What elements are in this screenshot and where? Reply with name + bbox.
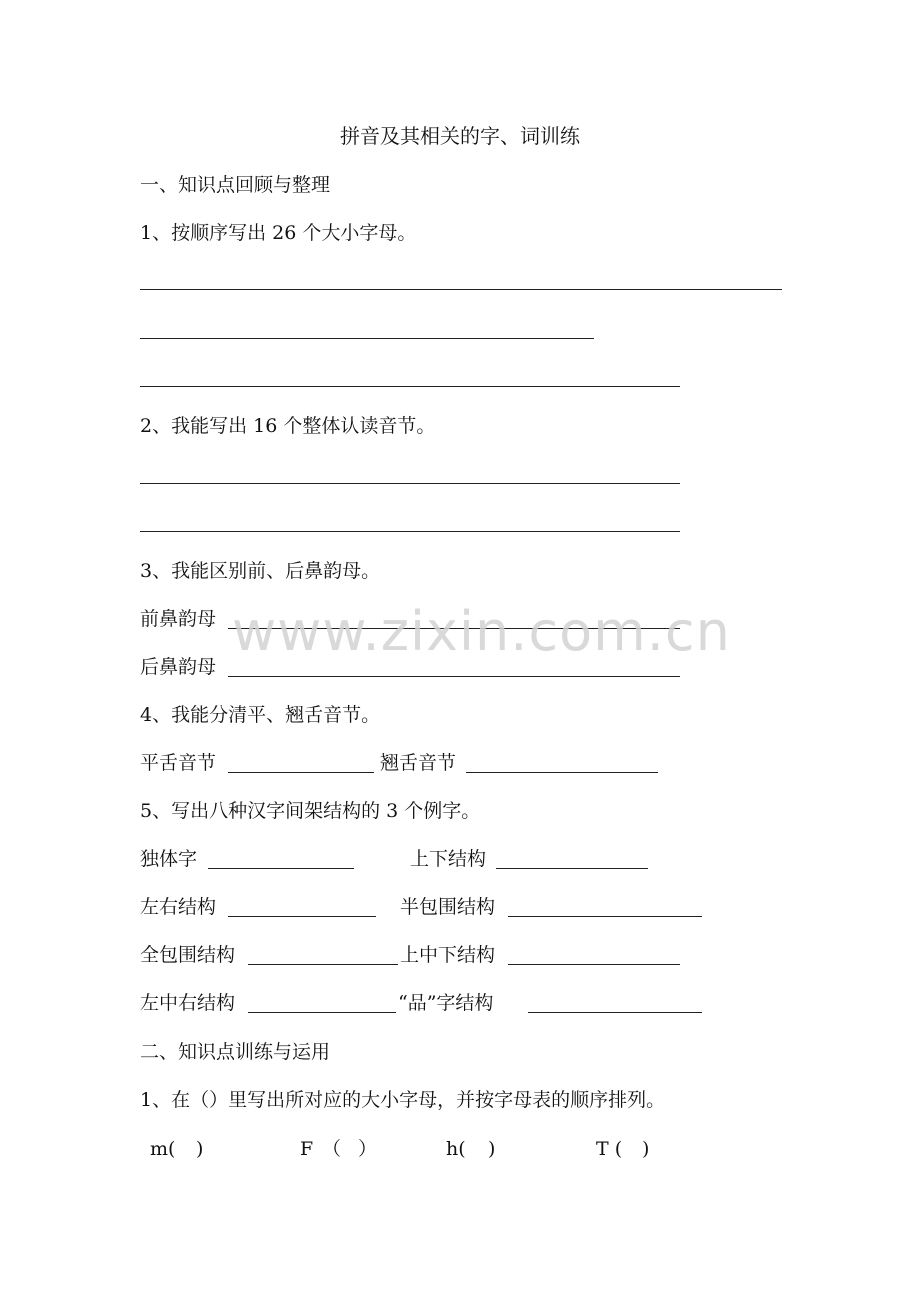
- answer-line[interactable]: [140, 483, 680, 484]
- answer-line[interactable]: [508, 964, 680, 965]
- curled-tongue-label: 翘舌音节: [380, 752, 457, 774]
- question-1: 1、按顺序写出 26 个大小字母。: [140, 222, 417, 244]
- watermark: www.zixin.com.cn: [232, 600, 731, 663]
- page-title: 拼音及其相关的字、词训练: [340, 124, 580, 148]
- letter-paren: ): [642, 1138, 650, 1160]
- structure-label: 全包围结构: [140, 944, 236, 966]
- back-nasal-label: 后鼻韵母: [140, 656, 217, 678]
- answer-line[interactable]: [528, 1012, 702, 1013]
- structure-label: “品”字结构: [398, 992, 494, 1014]
- answer-line[interactable]: [466, 772, 658, 773]
- structure-label: 左中右结构: [140, 992, 236, 1014]
- answer-line[interactable]: [496, 868, 648, 869]
- letter-paren: （: [322, 1138, 342, 1160]
- letter-paren: ): [196, 1138, 204, 1160]
- answer-line[interactable]: [140, 289, 782, 290]
- letter-paren: ）: [358, 1138, 378, 1160]
- question-2: 2、我能写出 16 个整体认读音节。: [140, 415, 436, 437]
- answer-line[interactable]: [228, 916, 376, 917]
- answer-line[interactable]: [248, 964, 398, 965]
- flat-tongue-label: 平舌音节: [140, 752, 217, 774]
- letter-paren: ): [488, 1138, 496, 1160]
- structure-label: 上下结构: [410, 848, 487, 870]
- answer-line[interactable]: [248, 1012, 396, 1013]
- section2-heading: 二、知识点训练与运用: [140, 1041, 331, 1063]
- answer-line[interactable]: [508, 916, 702, 917]
- structure-label: 独体字: [140, 848, 198, 870]
- letter-h: h(: [446, 1138, 466, 1160]
- answer-line[interactable]: [140, 338, 594, 339]
- question-3: 3、我能区别前、后鼻韵母。: [140, 560, 381, 582]
- answer-line[interactable]: [140, 386, 680, 387]
- question-4: 4、我能分清平、翘舌音节。: [140, 704, 381, 726]
- section1-heading: 一、知识点回顾与整理: [140, 174, 331, 196]
- front-nasal-label: 前鼻韵母: [140, 608, 217, 630]
- letter-F: F: [300, 1138, 314, 1160]
- question-5: 5、写出八种汉字间架结构的 3 个例字。: [140, 800, 481, 822]
- structure-label: 上中下结构: [400, 944, 496, 966]
- answer-line[interactable]: [140, 531, 680, 532]
- structure-label: 半包围结构: [400, 896, 496, 918]
- structure-label: 左右结构: [140, 896, 217, 918]
- answer-line[interactable]: [228, 772, 374, 773]
- answer-line[interactable]: [228, 676, 680, 677]
- question-2-1: 1、在（）里写出所对应的大小字母，并按字母表的顺序排列。: [140, 1089, 666, 1111]
- answer-line[interactable]: [208, 868, 354, 869]
- letter-m: m(: [150, 1138, 176, 1160]
- letter-T: T (: [596, 1138, 623, 1160]
